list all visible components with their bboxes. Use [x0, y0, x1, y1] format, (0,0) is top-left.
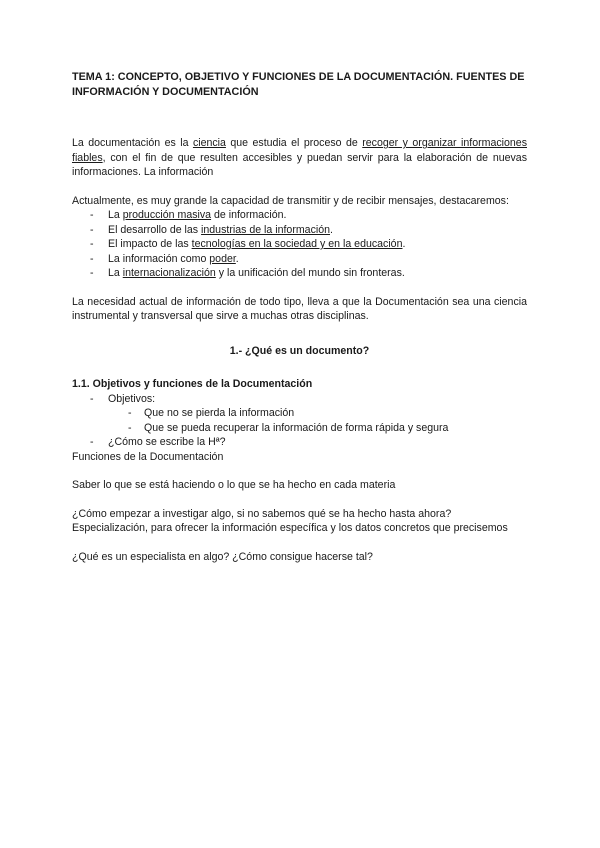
intro-paragraph	[72, 136, 527, 180]
list-item-text: de información.	[211, 209, 287, 221]
list-item-underline: poder	[209, 252, 236, 265]
list-item-text: .	[235, 252, 239, 265]
list-item-text: .	[330, 223, 333, 236]
list-item: - Que no se pierda la información	[72, 406, 527, 421]
actual-list	[72, 208, 527, 281]
saber-paragraph: Saber lo que se está haciendo o lo que se ha hecho en cada materia	[72, 479, 396, 491]
especializacion-paragraph: Especialización, para ofrecer la información específica y los datos concretos que precisemos	[72, 522, 508, 534]
list-item-underline: producción masiva	[122, 209, 212, 221]
especialista-paragraph: ¿Qué es un especialista en algo? ¿Cómo consigue hacerse tal?	[72, 550, 373, 563]
document-title: TEMA 1: CONCEPTO, OBJETIVO Y FUNCIONES DE LA DOCUMENTACIÓN. FUENTES DE INFORMACIÓN Y DOCUMENTACIÓN	[72, 71, 525, 98]
list-item: - ¿Cómo se escribe la Hª?	[72, 435, 527, 450]
list-item-underline: tecnologías en la sociedad y en la educación	[191, 238, 403, 250]
list-item-text: y la unificación del mundo sin fronteras.	[215, 267, 405, 279]
list-item-text: La	[108, 209, 123, 221]
actual-lead: Actualmente, es muy grande la capacidad de transmitir y de recibir mensajes, destacaremos:	[72, 194, 509, 207]
historia-list	[72, 435, 527, 450]
intro-underline-ciencia: ciencia	[192, 137, 226, 149]
empezar-paragraph: ¿Cómo empezar a investigar algo, si no sabemos qué se ha hecho hasta ahora?	[72, 507, 452, 520]
intro-text-1: La documentación es la	[72, 137, 193, 149]
funciones-label: Funciones de la Documentación	[72, 450, 224, 463]
intro-underline-recoger: recoger y organizar informaciones fiables	[72, 137, 527, 164]
list-item: - Que se pueda recuperar la información de forma rápida y segura	[72, 421, 527, 436]
list-item-text: El desarrollo de las	[108, 223, 202, 236]
section-1-1-heading: 1.1. Objetivos y funciones de la Documentación	[72, 378, 313, 390]
list-item	[72, 392, 527, 407]
intro-text-2: que estudia el proceso de	[225, 137, 363, 149]
necesidad-paragraph: La necesidad actual de información de todo tipo, lleva a que la Documentación sea una ciencia instrumental y transversal que sirve a muchas otras disciplinas.	[72, 295, 527, 322]
list-item-text: El impacto de las	[108, 238, 192, 250]
list-item-text: .	[402, 238, 406, 250]
objetivos-sublist	[72, 406, 527, 435]
list-item-text: La	[108, 267, 123, 279]
list-item-text: La información como	[108, 252, 210, 265]
section-1-heading: 1.- ¿Qué es un documento?	[229, 344, 370, 357]
list-item-underline: industrias de la información	[201, 223, 331, 236]
objetivos-list	[72, 392, 527, 407]
objetivos-label: Objetivos:	[108, 392, 156, 405]
document-page	[72, 70, 527, 564]
list-item	[72, 266, 527, 281]
intro-text-3: , con el fin de que resulten accesibles y puedan servir para la elaboración de nuevas informaciones. La información	[72, 151, 527, 178]
list-item	[72, 208, 527, 223]
list-item	[72, 237, 527, 252]
list-item	[72, 223, 527, 238]
list-item	[72, 252, 527, 267]
list-item-underline: internacionalización	[122, 267, 216, 279]
